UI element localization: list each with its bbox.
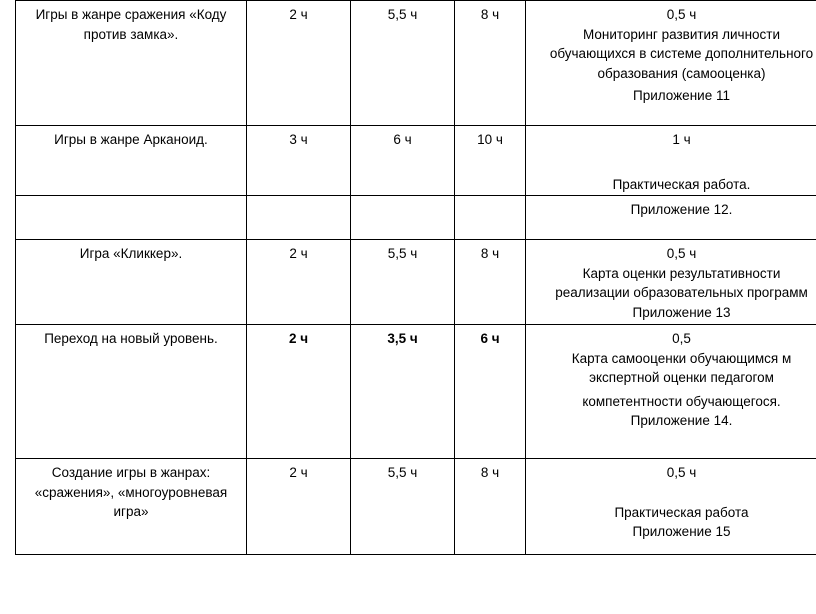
appendix-ref: Приложение 11 — [633, 88, 730, 103]
appendix-ref: Приложение 15 — [632, 524, 731, 539]
assessment-cell: 0,5 Карта самооценки обучающимся м экспертной оценки педагогом компетентности обучающегося. Приложение 14. — [526, 325, 816, 459]
table-row — [16, 1, 816, 126]
hours-cell: 8 ч — [455, 459, 526, 555]
hours-cell: 6 ч — [455, 325, 526, 459]
hours-cell — [247, 196, 351, 240]
hours-cell — [351, 196, 455, 240]
hours-cell: 5,5 ч — [351, 459, 455, 555]
assessment-cell: 0,5 ч Карта оценки результативности реализации образовательных программ Приложение 13 — [526, 240, 816, 325]
hours-cell: 5,5 ч — [351, 1, 455, 126]
topic-cell: Игры в жанре сражения «Коду против замка». — [16, 1, 247, 126]
assessment-cell — [526, 196, 816, 240]
assessment-cell: 0,5 ч Практическая работа Приложение 15 — [526, 459, 816, 555]
appendix-ref: Приложение 14. — [630, 413, 733, 428]
assessment-cell: 1 ч Практическая работа. — [526, 126, 816, 196]
lesson-plan-table — [15, 0, 816, 555]
table-row — [16, 240, 816, 325]
assessment-cell: 0,5 ч Мониторинг развития личности обучающихся в системе дополнительного образования (самооценка) Приложение 11 — [526, 1, 816, 126]
hours-cell: 6 ч — [351, 126, 455, 196]
hours-cell: 3,5 ч — [351, 325, 455, 459]
hours-cell: 8 ч — [455, 240, 526, 325]
topic-cell: Переход на новый уровень. — [16, 325, 247, 459]
hours-cell: 5,5 ч — [351, 240, 455, 325]
topic-cell: Игры в жанре Арканоид. — [16, 126, 247, 196]
topic-cell — [16, 196, 247, 240]
table-row — [16, 196, 816, 240]
hours-cell — [455, 196, 526, 240]
table-row — [16, 325, 816, 459]
table-row — [16, 126, 816, 196]
topic-cell: Игра «Кликкер». — [16, 240, 247, 325]
hours-cell: 2 ч — [247, 240, 351, 325]
hours-cell: 2 ч — [247, 1, 351, 126]
hours-cell: 2 ч — [247, 325, 351, 459]
appendix-ref: Приложение 12. — [630, 202, 733, 217]
hours-cell: 8 ч — [455, 1, 526, 126]
topic-cell: Создание игры в жанрах: «сражения», «многоуровневая игра» — [16, 459, 247, 555]
table-row — [16, 459, 816, 555]
hours-cell: 2 ч — [247, 459, 351, 555]
appendix-ref: Приложение 13 — [632, 304, 731, 320]
hours-cell: 10 ч — [455, 126, 526, 196]
appendix-ref: Практическая работа. — [612, 176, 751, 192]
hours-cell: 3 ч — [247, 126, 351, 196]
